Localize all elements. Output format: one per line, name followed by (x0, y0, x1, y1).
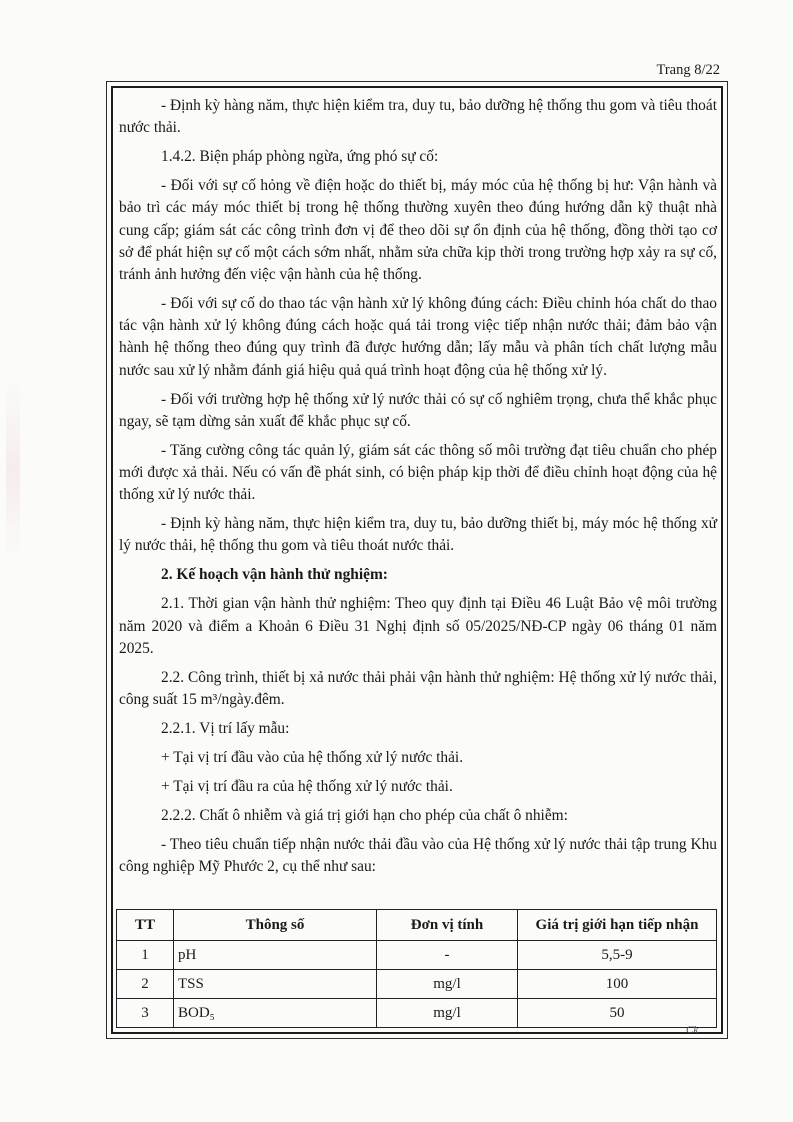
header-tt: TT (117, 910, 174, 941)
paragraph: - Tăng cường công tác quản lý, giám sát các thông số môi trường đạt tiêu chuẩn cho phép mới được xả thải. Nếu có vấn đề phát sinh, có biện pháp kịp thời để điều chỉnh hoạt động của hệ thống xử lý nước thải. (119, 441, 717, 504)
paragraph: - Đối với sự cố hỏng về điện hoặc do thiết bị, máy móc của hệ thống bị hư: Vận hành và bảo trì các máy móc thiết bị trong hệ thống thường xuyên theo đúng hướng dẫn kỹ thuật nhà cung cấp; giám sát các công trình đơn vị để theo dõi sự ổn định của hệ thống, đồng thời tạo cơ sở để phát hiện sự cố một cách sớm nhất, nhằm sửa chữa kịp thời trong trường hợp xảy ra sự cố, tránh ảnh hưởng đến việc vận hành của hệ thống. (119, 177, 717, 284)
header-unit: Đơn vị tính (377, 910, 518, 941)
table-header-row (117, 910, 717, 941)
cell-limit: 100 (518, 970, 717, 999)
pollutant-limits-table (116, 909, 717, 1028)
cell-tt: 1 (117, 941, 174, 970)
cell-unit: mg/l (377, 999, 518, 1028)
cell-limit: 5,5-9 (518, 941, 717, 970)
paragraph: + Tại vị trí đầu vào của hệ thống xử lý nước thải. (161, 749, 464, 767)
table-row (117, 970, 717, 999)
section-heading: 2. Kế hoạch vận hành thử nghiệm: (161, 566, 388, 584)
paragraph: 1.4.2. Biện pháp phòng ngừa, ứng phó sự cố: (161, 148, 439, 166)
paragraph: - Đối với trường hợp hệ thống xử lý nước thải có sự cố nghiêm trọng, chưa thể khắc phục ngay, sẽ tạm dừng sản xuất để khắc phục sự cố. (119, 390, 717, 430)
paragraph: 2.2.2. Chất ô nhiễm và giá trị giới hạn cho phép của chất ô nhiễm: (161, 807, 568, 825)
table-row (117, 999, 717, 1028)
cell-parameter: pH (174, 941, 377, 970)
cell-parameter: TSS (174, 970, 377, 999)
cell-limit: 50 (518, 999, 717, 1028)
paragraph: - Định kỳ hàng năm, thực hiện kiểm tra, duy tu, bảo dưỡng hệ thống thu gom và tiêu thoát nước thải. (119, 97, 717, 137)
cell-tt: 2 (117, 970, 174, 999)
cell-tt: 3 (117, 999, 174, 1028)
paragraph: - Đối với sự cố do thao tác vận hành xử lý không đúng cách: Điều chỉnh hóa chất do thao tác vận hành xử lý không đúng cách hoặc quá tải trong việc tiếp nhận nước thải; đảm bảo vận hành hệ thống theo đúng quy trình đã được hướng dẫn; lấy mẫu và phân tích chất lượng mẫu nước sau xử lý nhằm đánh giá hiệu quả quá trình hoạt động của hệ thống xử lý. (119, 295, 717, 379)
header-parameter: Thông số (174, 910, 377, 941)
paragraph: - Theo tiêu chuẩn tiếp nhận nước thải đầu vào của Hệ thống xử lý nước thải tập trung Khu công nghiệp Mỹ Phước 2, cụ thể như sau: (119, 836, 717, 876)
paragraph: + Tại vị trí đầu ra của hệ thống xử lý nước thải. (161, 778, 453, 796)
paragraph: - Định kỳ hàng năm, thực hiện kiểm tra, duy tu, bảo dưỡng thiết bị, máy móc hệ thống xử lý nước thải, hệ thống thu gom và tiêu thoát nước thải. (119, 515, 717, 555)
paragraph: 2.1. Thời gian vận hành thử nghiệm: Theo quy định tại Điều 46 Luật Bảo vệ môi trường năm 2020 và điểm a Khoản 6 Điều 31 Nghị định số 05/2025/NĐ-CP ngày 06 tháng 01 năm 2025. (119, 595, 717, 657)
paragraph: 2.2. Công trình, thiết bị xả nước thải phải vận hành thử nghiệm: Hệ thống xử lý nước thải, công suất 15 m³/ngày.đêm. (119, 668, 717, 709)
table-row (117, 941, 717, 970)
cell-unit: - (377, 941, 518, 970)
initial-signature-mark: Ck (686, 1024, 699, 1036)
scan-bleed-mark (6, 380, 20, 560)
body-text (119, 95, 717, 885)
page-number: Trang 8/22 (656, 62, 720, 78)
cell-unit: mg/l (377, 970, 518, 999)
cell-parameter: BOD₅ (174, 999, 377, 1028)
header-limit: Giá trị giới hạn tiếp nhận (518, 910, 717, 941)
paragraph: 2.2.1. Vị trí lấy mẫu: (161, 720, 290, 738)
